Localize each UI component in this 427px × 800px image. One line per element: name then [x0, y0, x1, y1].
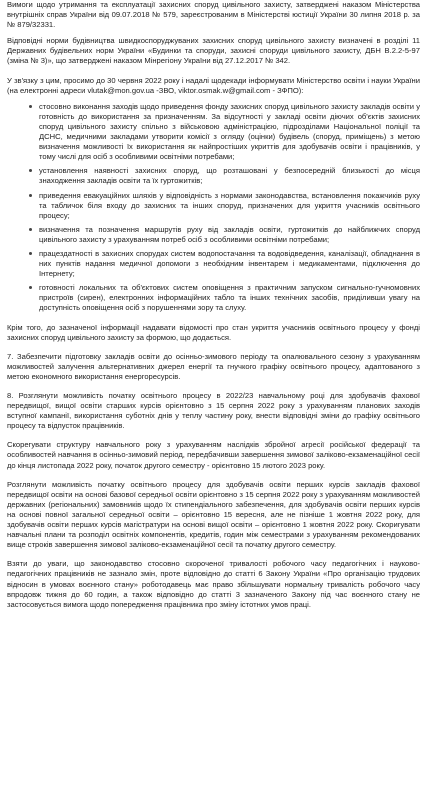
paragraph-shelter-note: Крім того, до зазначеної інформації надавати відомості про стан укриття учасників освітнього процесу у фонді захисних споруд цивільного захисту за формою, що додається.	[7, 322, 420, 342]
bullet-text: визначення та позначення маршрутів руху від закладів освіти, гуртожитків до найближчих споруд цивільного захисту з урахуванням потреб осіб з особливими освітніми потребами;	[39, 224, 420, 244]
bullet-item	[7, 283, 420, 313]
paragraph-academic-year-structure: Скорегувати структуру навчального року з урахуванням наслідків збройної агресії російської федерації та особливостей навчання в осінньо-зимовий період, передбачивши завершення зимової заліково-екзаменаційної сесії до кінця листопада 2022 року, початок другого семестру - орієнтовно 15 лютого 2023 року.	[7, 440, 420, 470]
paragraph-construction-norms: Відповідні норми будівництва швидкоспоруджуваних захисних споруд цивільного захисту визначені в розділі 11 Державних будівельних норм України «Будинки та споруди, захисні споруди цивільного захисту, ДБН В.2.2-5-97 (зміна № 3)», що затверджені наказом Мінрегіону України від 27.12.2017 № 342.	[7, 36, 420, 66]
bullet-text: установлення наявності захисних споруд, що розташовані у безпосередній близькості до місця знаходження закладів освіти та їх гуртожитків;	[39, 166, 420, 186]
bullet-text: готовності локальних та об'єктових систем оповіщення з практичним запуском сигнально-гучномовних пристроїв (сирен), електронних інформаційних табло та інших технічних засобів, приділивши увагу на доступність оповіщення осіб з порушеннями зору та слуху.	[39, 283, 420, 313]
bullet-item	[7, 249, 420, 279]
paragraph-item-7: 7. Забезпечити підготовку закладів освіти до осінньо-зимового періоду та опалювального сезону з урахуванням можливостей залучення альтернативних джерел енергії та гнучкого графіку освітнього процесу, адаптованого з метою економного використання енергоресурсів.	[7, 351, 420, 381]
bullet-text: приведення евакуаційних шляхів у відповідність з нормами законодавства, встановлення покажчиків руху та табличок біля входу до захисних та інших споруд, призначених для укриття учасників освітнього процесу;	[39, 190, 420, 220]
bullet-item	[7, 225, 420, 245]
bullet-item	[7, 166, 420, 186]
paragraph-working-time: Взяти до уваги, що законодавство стосовно скороченої тривалості робочого часу педагогічних і науково-педагогічних працівників не зазнало змін, проте відповідно до статті 6 Закону України «Про організацію трудових відносин в умовах воєнного стану» роботодавець має право збільшувати нормальну тривалість робочого часу впродовж тижня до 60 годин, а також відповідно до статті 3 зазначеного Закону під час воєнного стану не застосовується вимога щодо попередження працівника про зміну істотних умов праці.	[7, 559, 420, 609]
bullet-text: стосовно виконання заходів щодо приведення фонду захисних споруд цивільного захисту закладів освіти у готовність до використання за призначенням. За відсутності у закладі освіти діючих об'єктів захисних споруд цивільного захисту спільно з військовою адміністрацією, підрозділами Національної поліції та ДСНС, медичними закладами утворити комісії з огляду (оцінки) будівель (споруд, приміщень) з метою визначення можливості їх використання як найпростіших укриттів для здобувачів освіти і працівників, у тому числі для осіб з особливими освітніми потребами;	[39, 101, 420, 162]
paragraph-first-year-start: Розглянути можливість початку освітнього процесу для здобувачів освіти перших курсів закладів фахової передвищої освіти на основі базової середньої освіти орієнтовно з 15 серпня 2022 року з урахуванням можливостей державних (регіональних) замовників щодо їх стипендіального забезпечення, для здобувачів освіти перших курсів на основі повної загальної середньої освіти – орієнтовно 15 вересня, але не пізніше 1 жовтня 2022 року, для здобувачів освіти перших курсів магістратури на основі вищої освіти – орієнтовно 1 жовтня 2022 року. Скоригувати навчальні плани та розподіл освітніх компонентів, кредитів, годин між семестрами з урахуванням рекомендованих вище строків завершення зимової заліково-екзаменаційної сесії та початку другого семестру.	[7, 479, 420, 550]
paragraph-request: У зв'язку з цим, просимо до 30 червня 2022 року і надалі щодекади інформувати Міністерство освіти і науки України (на електронні адреси vlutak@mon.gov.ua -ЗВО, viktor.osmak.w@gmail.com - ЗФПО):	[7, 75, 420, 95]
bullet-item	[7, 102, 420, 163]
paragraph-intro: Вимоги щодо утримання та експлуатації захисних споруд цивільного захисту, затверджені наказом Міністерства внутрішніх справ України від 09.07.2018 № 579, зареєстрованим в Міністерстві юстиції України 30 липня 2018 р. за № 879/32331.	[7, 0, 420, 30]
bullet-text: працездатності в захисних спорудах систем водопостачання та водовідведення, каналізації, обладнання в них пунктів надання медичної допомоги з необхідним інвентарем і медикаментами, підключення до Інтернету;	[39, 248, 420, 279]
paragraph-item-8: 8. Розглянути можливість початку освітнього процесу в 2022/23 навчальному році для здобувачів фахової передвищої, вищої освіти старших курсів орієнтовно з 15 серпня 2022 року з урахуванням планових заходів вступної кампанії, використання суботніх днів у теплу частину року, внести відповідні зміни до графіку освітнього процесу та відпусток працівників.	[7, 391, 420, 431]
bullet-item	[7, 191, 420, 221]
